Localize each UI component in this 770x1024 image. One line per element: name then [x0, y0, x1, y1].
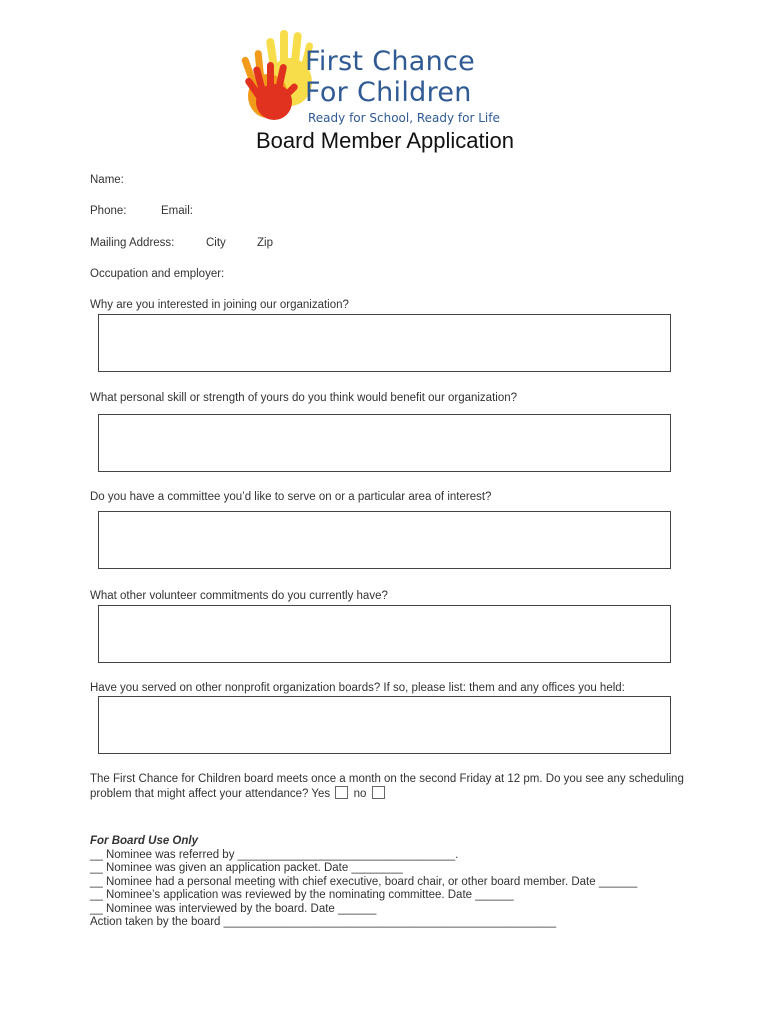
- committee-answer-box[interactable]: [98, 511, 671, 569]
- city-field-label[interactable]: City: [206, 237, 226, 249]
- question-label: What personal skill or strength of yours do you think would benefit our organization?: [90, 392, 518, 404]
- phone-field-label[interactable]: Phone:: [90, 205, 127, 217]
- email-field-label[interactable]: Email:: [161, 205, 193, 217]
- schedule-question: [90, 772, 690, 801]
- logo-name-line2: For Children: [305, 77, 472, 108]
- interest-answer-box[interactable]: [98, 314, 671, 372]
- name-field-label[interactable]: Name:: [90, 174, 124, 186]
- logo-tagline: Ready for School, Ready for Life: [308, 111, 500, 125]
- question-label: Do you have a committee you’d like to serve on or a particular area of interest?: [90, 491, 492, 503]
- no-label: no: [353, 788, 367, 800]
- occupation-field-label[interactable]: Occupation and employer:: [90, 268, 225, 280]
- boards-answer-box[interactable]: [98, 696, 671, 754]
- board-use-line: __ Nominee was interviewed by the board. Date ______: [90, 902, 377, 915]
- question-label: Why are you interested in joining our organization?: [90, 299, 349, 311]
- board-use-line: __ Nominee was referred by __________________________________.: [90, 848, 459, 861]
- board-use-line: __ Nominee’s application was reviewed by the nominating committee. Date ______: [90, 889, 514, 901]
- mailing-address-field-label[interactable]: Mailing Address:: [90, 237, 175, 249]
- question-label: What other volunteer commitments do you currently have?: [90, 590, 388, 602]
- page-title: Board Member Application: [255, 128, 515, 153]
- volunteer-answer-box[interactable]: [98, 605, 671, 663]
- no-checkbox[interactable]: [372, 786, 385, 799]
- board-use-section: [90, 835, 637, 930]
- board-use-heading: For Board Use Only: [90, 835, 198, 847]
- board-use-line: __ Nominee was given an application packet. Date ________: [90, 862, 403, 874]
- skills-answer-box[interactable]: [98, 414, 671, 472]
- board-use-line: Action taken by the board ____________________________________________________: [90, 916, 557, 928]
- yes-checkbox[interactable]: [335, 786, 348, 799]
- organization-logo: [238, 24, 508, 134]
- logo-name-line1: First Chance: [305, 46, 476, 77]
- board-use-line: __ Nominee had a personal meeting with chief executive, board chair, or other board member. Date ______: [90, 875, 638, 888]
- zip-field-label[interactable]: Zip: [257, 237, 273, 249]
- question-label: Have you served on other nonprofit organization boards? If so, please list: them and any offices you held:: [90, 682, 625, 694]
- schedule-text: The First Chance for Children board meets once a month on the second Friday at 12 pm. Do you see any scheduling problem that might affect your attendance? Yes: [90, 773, 684, 800]
